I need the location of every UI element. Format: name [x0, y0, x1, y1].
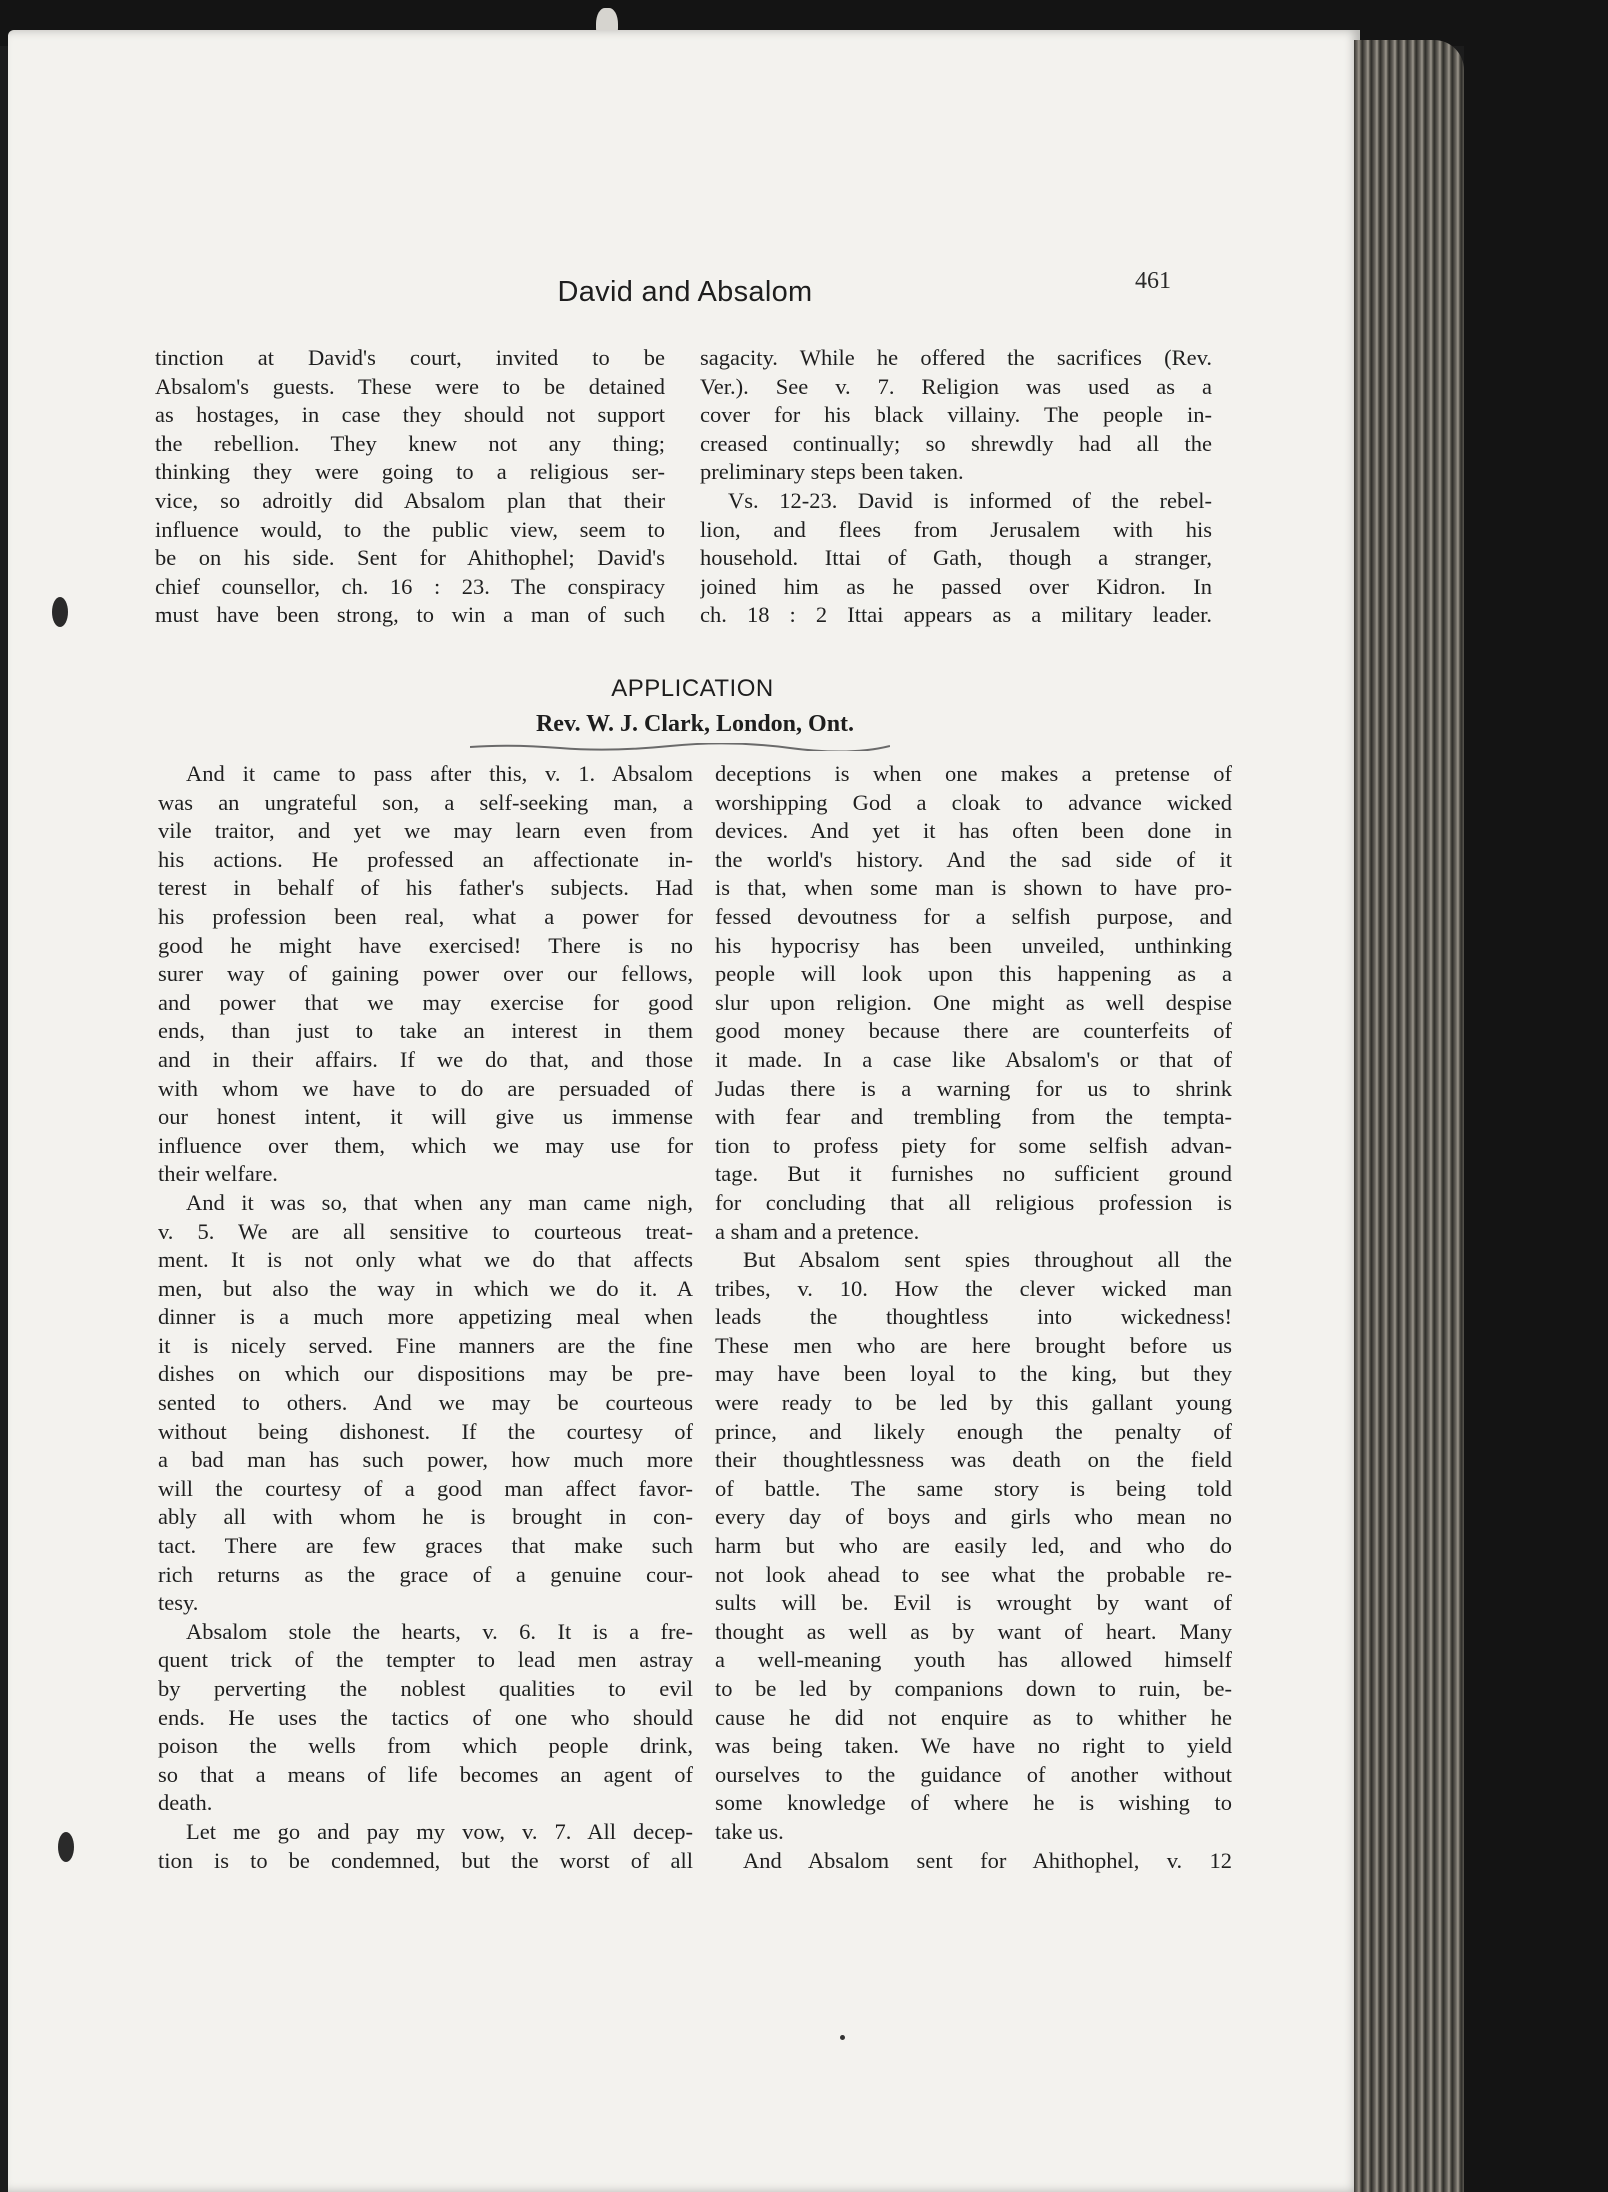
text-line: so that a means of life becomes an agent of: [158, 1761, 693, 1787]
text-line: vice, so adroitly did Absalom plan that their: [155, 487, 665, 513]
text-line: sented to others. And we may be courteous: [158, 1390, 693, 1416]
text-line: But Absalom sent spies throughout all the: [743, 1247, 1232, 1273]
text-line: dinner is a much more appetizing meal when: [158, 1304, 693, 1330]
text-line: Let me go and pay my vow, v. 7. All decep-: [186, 1818, 693, 1844]
scan-right-border: [1464, 40, 1608, 2192]
text-line: as hostages, in case they should not support: [155, 402, 665, 428]
text-line: And Absalom sent for Ahithophel, v. 12: [743, 1847, 1232, 1873]
text-line: harm but who are easily led, and who do: [715, 1533, 1232, 1559]
text-line: sagacity. While he offered the sacrifices (Rev.: [700, 345, 1212, 370]
text-line: tion to profess piety for some selfish advan-: [715, 1132, 1232, 1158]
application-column-left: [158, 760, 693, 1875]
text-line: tribes, v. 10. How the clever wicked man: [715, 1275, 1232, 1301]
text-line: by perverting the noblest qualities to evil: [158, 1676, 693, 1701]
text-line: and power that we may exercise for good: [158, 989, 693, 1015]
text-line: slur upon religion. One might as well despise: [715, 989, 1232, 1015]
text-line: Absalom stole the hearts, v. 6. It is a fre-: [186, 1618, 693, 1644]
text-line: for concluding that all religious profession is: [715, 1189, 1232, 1215]
text-line: to be led by companions down to ruin, be-: [715, 1676, 1232, 1701]
text-line: their thoughtlessness was death on the field: [715, 1447, 1232, 1473]
binding-hole-top: [52, 597, 68, 627]
text-line: his profession been real, what a power for: [158, 903, 693, 929]
text-line: ourselves to the guidance of another without: [715, 1761, 1232, 1787]
text-line: the world's history. And the sad side of it: [715, 846, 1232, 872]
text-line: every day of boys and girls who mean no: [715, 1504, 1232, 1530]
ink-speck: [840, 2035, 845, 2040]
text-line: Ver.). See v. 7. Religion was used as a: [700, 373, 1212, 399]
text-line: dishes on which our dispositions may be pre-: [158, 1361, 693, 1387]
text-line: ment. It is not only what we do that affects: [158, 1247, 693, 1273]
text-line: his hypocrisy has been unveiled, unthinking: [715, 932, 1232, 958]
text-line: These men who are here brought before us: [715, 1332, 1232, 1358]
text-line: thought as well as by want of heart. Many: [715, 1618, 1232, 1644]
text-line: worshipping God a cloak to advance wicked: [715, 789, 1232, 815]
section-heading: APPLICATION: [611, 675, 774, 702]
text-line: was an ungrateful son, a self-seeking man, a: [158, 789, 693, 815]
text-line: creased continually; so shrewdly had all the: [700, 430, 1212, 456]
text-line: rich returns as the grace of a genuine cour-: [158, 1561, 693, 1587]
text-line: tact. There are few graces that make such: [158, 1533, 693, 1559]
text-line: tesy.: [158, 1590, 199, 1616]
text-line: take us.: [715, 1818, 784, 1844]
text-line: And it was so, that when any man came nigh,: [186, 1189, 693, 1215]
text-line: and in their affairs. If we do that, and those: [158, 1046, 693, 1072]
text-line: influence over them, which we may use for: [158, 1132, 693, 1158]
text-line: deceptions is when one makes a pretense of: [715, 761, 1232, 786]
pencil-underline: [470, 743, 890, 751]
text-line: Judas there is a warning for us to shrink: [715, 1075, 1232, 1101]
text-line: their welfare.: [158, 1161, 278, 1187]
text-line: tage. But it furnishes no sufficient ground: [715, 1161, 1232, 1187]
text-line: Vs. 12-23. David is informed of the rebel-: [728, 487, 1212, 513]
text-line: his actions. He professed an affectionate in-: [158, 846, 693, 872]
text-line: thinking they were going to a religious ser-: [155, 459, 665, 485]
text-line: death.: [158, 1790, 213, 1816]
text-line: were ready to be led by this gallant young: [715, 1390, 1232, 1416]
author-byline: Rev. W. J. Clark, London, Ont.: [535, 711, 855, 737]
text-line: v. 5. We are all sensitive to courteous treat-: [158, 1218, 693, 1244]
text-line: poison the wells from which people drink,: [158, 1733, 693, 1759]
text-line: the rebellion. They knew not any thing;: [155, 430, 665, 456]
text-line: good money because there are counterfeits of: [715, 1018, 1232, 1044]
text-line: sults will be. Evil is wrought by want of: [715, 1590, 1232, 1616]
top-column-left: [155, 344, 665, 630]
text-line: ch. 18 : 2 Ittai appears as a military leader.: [700, 602, 1212, 628]
running-header-title: David and Absalom: [557, 276, 813, 308]
text-line: ably all with whom he is brought in con-: [158, 1504, 693, 1530]
text-line: prince, and likely enough the penalty of: [715, 1418, 1232, 1444]
text-line: not look ahead to see what the probable re-: [715, 1561, 1232, 1587]
text-line: vile traitor, and yet we may learn even from: [158, 818, 693, 844]
text-line: ends. He uses the tactics of one who should: [158, 1704, 693, 1730]
text-line: ends, than just to take an interest in them: [158, 1018, 693, 1044]
text-line: some knowledge of where he is wishing to: [715, 1790, 1232, 1816]
text-line: cause he did not enquire as to whither he: [715, 1704, 1232, 1730]
text-line: influence would, to the public view, seem to: [155, 516, 665, 542]
text-line: people will look upon this happening as a: [715, 961, 1232, 987]
text-line: it is nicely served. Fine manners are the fine: [158, 1332, 693, 1358]
text-line: leads the thoughtless into wickedness!: [715, 1304, 1232, 1330]
text-line: surer way of gaining power over our fellows,: [158, 961, 693, 987]
text-line: good he might have exercised! There is no: [158, 932, 693, 958]
text-line: household. Ittai of Gath, though a stranger,: [700, 545, 1212, 571]
text-line: fessed devoutness for a selfish purpose, and: [715, 903, 1232, 929]
text-line: tinction at David's court, invited to be: [155, 345, 665, 370]
text-line: quent trick of the tempter to lead men astray: [158, 1647, 693, 1673]
text-line: may have been loyal to the king, but they: [715, 1361, 1232, 1387]
text-line: be on his side. Sent for Ahithophel; David's: [155, 545, 665, 571]
text-line: without being dishonest. If the courtesy of: [158, 1418, 693, 1444]
text-line: Absalom's guests. These were to be detained: [155, 373, 665, 399]
text-line: a sham and a pretence.: [715, 1218, 920, 1244]
text-line: tion is to be condemned, but the worst of all: [158, 1847, 693, 1873]
text-line: And it came to pass after this, v. 1. Absalom: [186, 761, 693, 786]
text-line: it made. In a case like Absalom's or that of: [715, 1046, 1232, 1072]
text-line: with whom we have to do are persuaded of: [158, 1075, 693, 1101]
application-column-right: [715, 760, 1232, 1875]
text-line: a bad man has such power, how much more: [158, 1447, 693, 1473]
text-line: men, but also the way in which we do it. A: [158, 1275, 693, 1301]
text-line: of battle. The same story is being told: [715, 1475, 1232, 1501]
text-line: devices. And yet it has often been done in: [715, 818, 1232, 844]
text-line: with fear and trembling from the tempta-: [715, 1104, 1232, 1130]
text-line: cover for his black villainy. The people in-: [700, 402, 1212, 428]
text-line: a well-meaning youth has allowed himself: [715, 1647, 1232, 1673]
text-line: our honest intent, it will give us immense: [158, 1104, 693, 1130]
text-line: preliminary steps been taken.: [700, 459, 964, 485]
text-line: will the courtesy of a good man affect favor-: [158, 1475, 693, 1501]
text-line: terest in behalf of his father's subjects. Had: [158, 875, 693, 901]
text-line: must have been strong, to win a man of such: [155, 602, 665, 628]
text-line: chief counsellor, ch. 16 : 23. The conspiracy: [155, 573, 665, 599]
top-column-right: [700, 344, 1212, 630]
text-line: was being taken. We have no right to yield: [715, 1733, 1232, 1759]
binding-hole-bottom: [58, 1832, 74, 1862]
text-line: is that, when some man is shown to have pro-: [715, 875, 1232, 901]
page-number: 461: [1135, 268, 1171, 294]
text-line: lion, and flees from Jerusalem with his: [700, 516, 1212, 542]
text-line: joined him as he passed over Kidron. In: [700, 573, 1212, 599]
page-edges: [1354, 40, 1464, 2192]
